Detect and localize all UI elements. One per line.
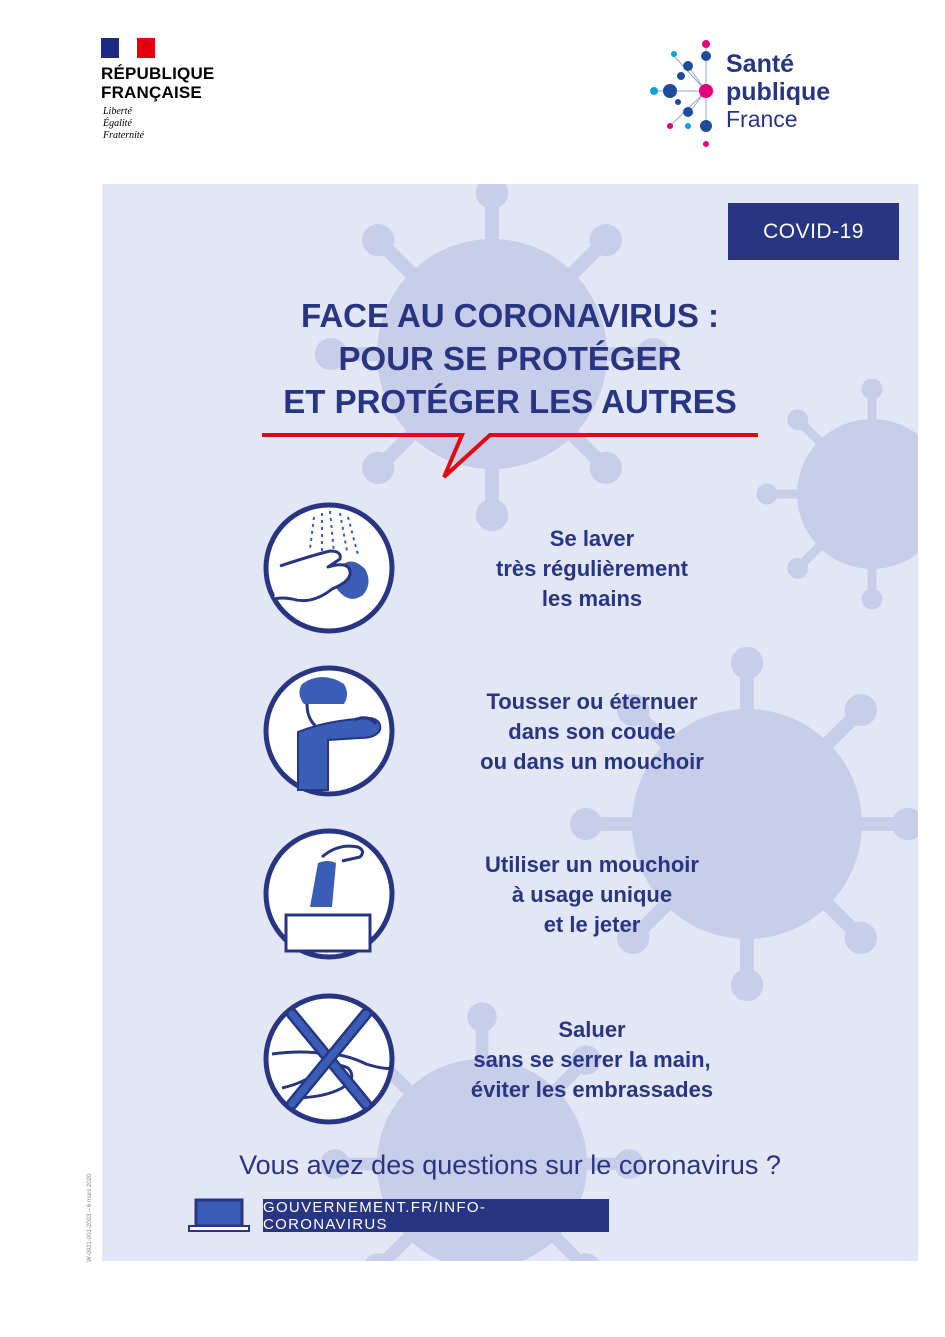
gesture-row-no-handshake [262, 992, 762, 1127]
gesture-text-cough-elbow: Tousser ou éternuer dans son coude ou dans un mouchoir [480, 688, 704, 774]
no-handshake-icon [262, 992, 397, 1127]
gesture-text-no-handshake: Saluer sans se serrer la main, éviter les embrassades [470, 1016, 714, 1102]
speech-bubble-underline-icon [262, 429, 762, 484]
gesture-row-cough-elbow [262, 664, 762, 799]
covid-19-badge: COVID-19 [728, 203, 899, 260]
tissue-bin-icon [262, 827, 397, 962]
questions-prompt: Vous avez des questions sur le coronavirus ? [239, 1150, 781, 1180]
french-flag-icon [101, 38, 155, 58]
poster-title: FACE AU CORONAVIRUS : POUR SE PROTÉGER ET PROTÉGER LES AUTRES [283, 297, 737, 420]
handwashing-icon [262, 501, 397, 636]
gesture-text-handwashing: Se laver très régulièrement les mains [496, 525, 688, 611]
document-reference: W-0921-001-2003 – 6 mars 2020 [87, 1173, 93, 1262]
laptop-icon [188, 1198, 250, 1232]
info-coronavirus-link[interactable]: GOUVERNEMENT.FR/INFO-CORONAVIRUS [263, 1199, 609, 1232]
gesture-row-handwashing [262, 501, 762, 636]
sante-publique-france-logo [648, 36, 858, 151]
sante-publique-france-wordmark: Santé publique France [726, 50, 831, 132]
network-dots-icon [648, 36, 726, 151]
gesture-text-tissue-bin: Utiliser un mouchoir à usage unique et le jeter [485, 851, 699, 937]
poster-panel [102, 184, 918, 1261]
republique-motto: Liberté Égalité Fraternité [103, 106, 145, 141]
gesture-row-tissue-bin [262, 827, 762, 962]
cough-elbow-icon [262, 664, 397, 799]
republique-francaise-name: RÉPUBLIQUE FRANÇAISE [101, 64, 215, 102]
